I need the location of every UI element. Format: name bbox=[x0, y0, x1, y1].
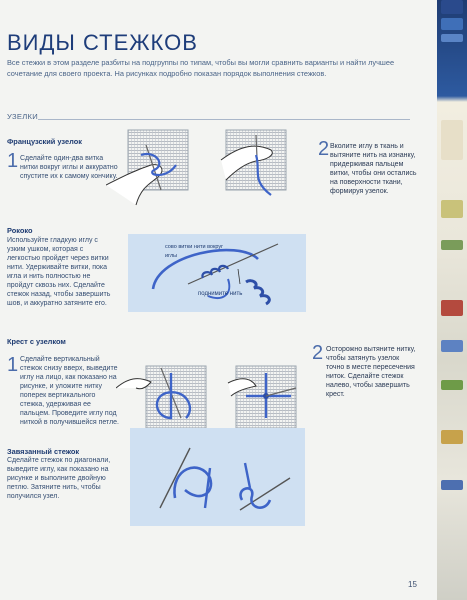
page-title: ВИДЫ СТЕЖКОВ bbox=[7, 30, 198, 55]
page-number: 15 bbox=[408, 580, 417, 589]
tied-stitch-heading: Завязанный стежок bbox=[7, 447, 80, 456]
cross-knot-step2-number: 2 bbox=[312, 342, 324, 364]
cross-knot-step1-text: Сделайте вертикальный стежок снизу вверх, выведите иглу на лицо, как показано на рисунке, и уложите нитку поперек вертикального стежка, удерживая ее пальцем. Проведите иглу под ниткой в получившейся петле. bbox=[20, 356, 120, 426]
french-knot-step1-number: 1 bbox=[7, 150, 19, 172]
cross-knot-heading: Крест с узелком bbox=[7, 337, 66, 346]
intro-paragraph: Все стежки в этом разделе разбиты на подгруппы по типам, чтобы вы могли сравнить варианты и найти лучшее сочетание для своего проекта. На рисунках подробно показан порядок выполнения стежков. bbox=[7, 58, 395, 78]
section-heading: УЗЕЛКИ bbox=[7, 112, 38, 121]
rococo-label-pull: поднимите нить bbox=[198, 291, 243, 297]
french-knot-heading: Французский узелок bbox=[7, 137, 82, 146]
french-knot-step1-text: Сделайте один-два витка нитки вокруг иглы и аккуратно спустите их к самому кончику. bbox=[20, 155, 118, 180]
french-knot-diagram bbox=[106, 125, 301, 215]
french-knot-step2-number: 2 bbox=[318, 138, 330, 160]
french-knot-step2-text: Вколите иглу в ткань и вытяните нить на изнанку, придерживая пальцем витки, чтобы они остались на поверхности ткани, формируя узелок. bbox=[330, 143, 417, 195]
page-edge bbox=[437, 0, 467, 600]
tied-stitch-text: Сделайте стежок по диагонали, выведите иглу, как показано на рисунке и выполните двойную петлю. Затяните нить, чтобы получился узел. bbox=[7, 457, 111, 500]
section-rule bbox=[38, 119, 410, 120]
cross-knot-diagram bbox=[116, 358, 301, 438]
cross-knot-step2-text: Осторожно вытяните нитку, чтобы затянуть узелок точно в месте пересечения ниток. Сделайте стежок налево, чтобы завершить крест. bbox=[326, 346, 416, 398]
cross-knot-step1-number: 1 bbox=[7, 354, 19, 376]
tied-stitch-diagram bbox=[130, 428, 305, 526]
rococo-text: Используйте гладкую иглу с узким ушком, которая с легкостью пройдет через витки нити. Удерживайте витки, пока игла и нить полностью не пройдут сквозь них. Сделайте стежок назад, чтобы завершить шов, и аккуратно затяните его. bbox=[7, 237, 111, 307]
rococo-heading: Рококо bbox=[7, 226, 33, 235]
rococo-label-wrap: сово витки нити вокруг иглы bbox=[165, 244, 224, 259]
